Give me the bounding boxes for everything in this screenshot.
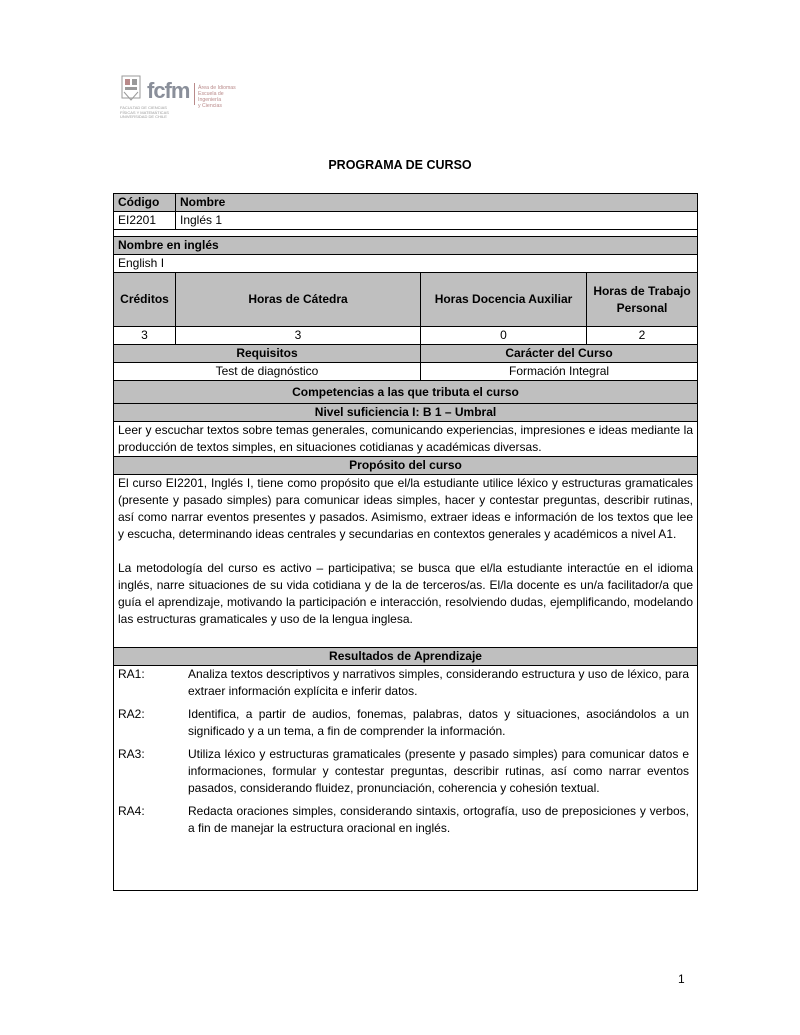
purpose-body <box>114 475 698 648</box>
english-name: English I <box>114 255 698 273</box>
result-text: Redacta oraciones simples, considerando sintaxis, ortografía, uso de preposiciones y verbos, a fin de manejar la estructura oracional en inglés. <box>188 804 690 835</box>
auxiliary-hours-header: Horas Docencia Auxiliar <box>421 273 587 327</box>
result-code: RA3: <box>118 747 145 761</box>
page-title: PROGRAMA DE CURSO <box>328 158 472 172</box>
competency-text: Leer y escuchar textos sobre temas generales, comunicando experiencias, impresiones e ideas mediante la producción de textos simples, en situaciones cotidianas y académicas diversas. <box>114 422 698 457</box>
logo-university-text: FACULTAD DE CIENCIAS FÍSICAS Y MATEMÁTICAS UNIVERSIDAD DE CHILE <box>120 105 169 119</box>
course-program-table <box>113 193 698 891</box>
result-code: RA2: <box>118 707 145 721</box>
result-item <box>118 803 693 837</box>
result-code: RA1: <box>118 667 145 681</box>
logo-mark: fcfm <box>147 78 190 103</box>
fcfm-logo <box>120 74 240 120</box>
credits-value: 3 <box>114 327 176 345</box>
character-header: Carácter del Curso <box>421 345 698 363</box>
result-item <box>118 706 693 740</box>
result-text: Analiza textos descriptivos y narrativos simples, considerando estructura y uso de léxico, para extraer información explícita e inferir datos. <box>188 667 690 698</box>
purpose-paragraph-1: El curso EI2201, Inglés I, tiene como propósito que el/la estudiante utilice léxico y estructuras gramaticales (presente y pasado simples) para comunicar ideas simples, hacer y contestar preguntas, describir rutinas, así como narrar eventos presentes y pasados. Asimismo, extraer ideas e información de los textos que lee y escucha, determinando ideas centrales y secundarias en contextos generales y académicos a nivel A1. <box>118 476 694 541</box>
requirements-header: Requisitos <box>114 345 421 363</box>
results-body <box>114 666 698 891</box>
spacer-row <box>114 230 698 237</box>
name-header: Nombre <box>176 194 698 212</box>
lecture-hours-value: 3 <box>176 327 421 345</box>
result-text: Utiliza léxico y estructuras gramaticales (presente y pasado simples) para comunicar datos e informaciones, formular y contestar preguntas, describir rutinas, así como narrar eventos pasados, considerando fluidez, pronunciación, coherencia y cohesión textual. <box>188 747 690 795</box>
page-number: 1 <box>678 972 685 986</box>
purpose-paragraph-2: La metodología del curso es activo – participativa; se busca que el/la estudiante interactúe en el idioma inglés, narre situaciones de su vida cotidiana y de la de terceros/as. El/la docente es un/a facilitador/a que guía el aprendizaje, motivando la participación e interacción, resolviendo dudas, ejemplificando, modelando las estructuras gramaticales y uso de la lengua inglesa. <box>118 561 694 626</box>
credits-header: Créditos <box>114 273 176 327</box>
course-code: EI2201 <box>114 212 176 230</box>
purpose-header: Propósito del curso <box>114 457 698 475</box>
course-name: Inglés 1 <box>176 212 698 230</box>
competencies-header: Competencias a las que tributa el curso <box>114 381 698 404</box>
result-item <box>118 746 693 797</box>
university-crest-icon <box>120 74 142 104</box>
character-value: Formación Integral <box>421 363 698 381</box>
requirements-value: Test de diagnóstico <box>114 363 421 381</box>
result-item <box>118 666 693 700</box>
personal-hours-header: Horas de Trabajo Personal <box>587 273 698 327</box>
personal-hours-value: 2 <box>587 327 698 345</box>
english-name-header: Nombre en inglés <box>114 237 698 255</box>
lecture-hours-header: Horas de Cátedra <box>176 273 421 327</box>
auxiliary-hours-value: 0 <box>421 327 587 345</box>
logo-subtitle: Área de Idiomas Escuela de Ingeniería y Ciencias <box>198 85 236 109</box>
logo-divider <box>194 83 195 105</box>
code-header: Código <box>114 194 176 212</box>
result-code: RA4: <box>118 804 145 818</box>
result-text: Identifica, a partir de audios, fonemas, palabras, datos y situaciones, asociándolos a un significado y a un tema, a fin de comprender la información. <box>188 707 690 738</box>
competency-level: Nivel suficiencia I: B 1 – Umbral <box>114 404 698 422</box>
results-header: Resultados de Aprendizaje <box>114 648 698 666</box>
